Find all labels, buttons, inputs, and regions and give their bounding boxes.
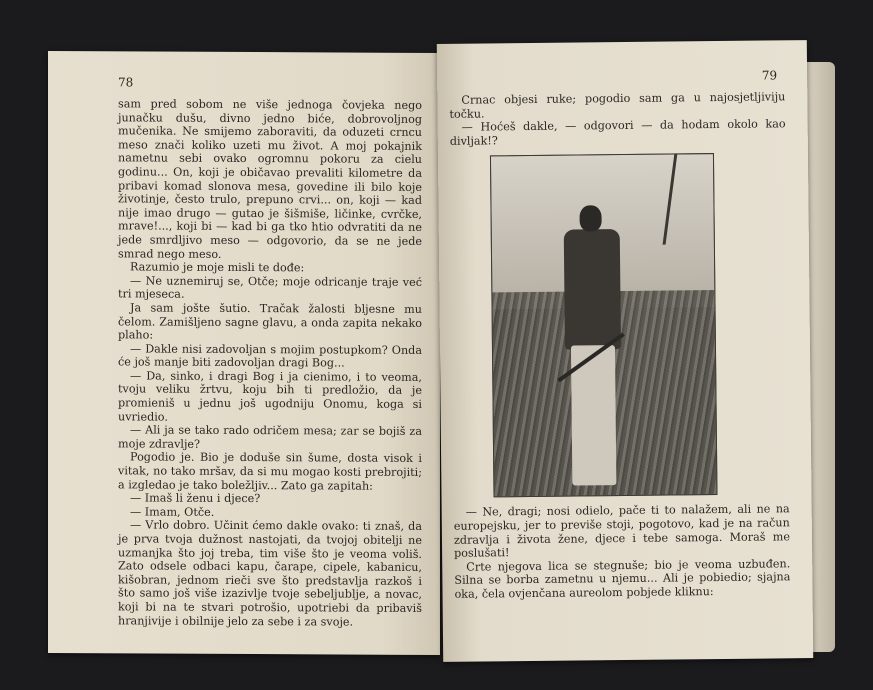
paragraph: — Imam, Otče. [130,505,215,519]
paragraph: Pogodio je. Bio je doduše sin šume, dosta visok i vitak, no tako mršav, da si mu mogao kosti prebrojiti; a izgledao je tako boležljiv... Zato ga zapitah: [118,450,422,493]
paragraph: Ja sam jošte šutio. Tračak žalosti bljesne mu čelom. Zamišljeno sagne glavu, a onda zapita nekako plaho: [118,301,422,342]
right-page [437,40,813,662]
paragraph: — Hoćeš dakle, — odgovori — da hodam okolo kao divljak!? [449,117,786,148]
paragraph: — Imaš li ženu i djece? [130,491,261,506]
paragraph: — Ne, dragi; nosi odielo, pače ti to nalažem, ali ne na europejsku, jer to previše stoji, pogotovo, kad je na račun zdravlja i života žene, djece i tebe samoga. Moraš me poslušati! [453,502,791,560]
left-page-text [118,97,422,629]
paragraph: — Ne uznemiruj se, Otče; moje odricanje traje već tri mjeseca. [118,274,422,302]
paragraph: — Vrlo dobro. Učinit ćemo dakle ovako: ti znaš, da je prva tvoja dužnost nastojati, da tvojoj obitelji ne uzmanjka što joj treba, tim više što je veoma voliš. Zato odsele odbaci kapu, čarape, cipele, kabanicu, kišobran, jednom rieči sve što predstavlja razkoš i što samo još više izazivlje tvoje sebeljublje, a novac, koji bi na te stvari potrošio, upotriebi da pribaviš hranjivije i obilnije jelo za sebe i za svoje. [118,518,422,629]
paragraph: — Dakle nisi zadovoljan s mojim postupkom? Onda će još manje biti zadovoljan dragi Bog... [118,342,422,370]
paragraph: — Ali ja se tako rado odričem mesa; zar se bojiš za moje zdravlje? [118,423,422,451]
left-page-number: 78 [118,75,134,90]
right-page-text-top [449,90,786,148]
paragraph: Crte njegova lica se stegnuše; bio je veoma uzbuđen. Silna se borba zametnu u njemu... Ali je pobiedio; sjajna oka, čela ovjenčana aureolom pobjede kliknu: [454,557,791,601]
open-book [40,42,840,664]
right-page-number: 79 [761,68,778,83]
paragraph: — Da, sinko, i dragi Bog i ja cienimo, i to veoma, tvoju veliku žrtvu, koju bih ti predložio, da je promieniš u jednu još ugodniju Onomu, koga si uvriedio. [118,369,422,424]
paragraph: Crnac objesi ruke; pogodio sam ga u najosjetljiviju točku. [449,90,786,121]
right-page-text-bottom [454,503,791,602]
left-page [48,51,440,655]
paragraph: Razumio je moje misli te dođe: [130,260,305,275]
paragraph: sam pred sobom ne više jednoga čovjeka nego junačku dušu, divno jedno biće, dobrovoljnog mučenika. Ne smijemo zaboraviti, da oduzeti crncu meso znači koliko uzeti mu život. A moj pokajnik nametnu sebi ovako ogromnu pokoru za cielu godinu... On, koji je običavao prevaliti kilometre da pribavi komad slonova mesa, govedine ili bilo koje životinje, često trulo, prepuno crvi... on, koji — kad nije imao drugo — gutao je šišmiše, ličinke, cvrčke, mrave!..., koji bi — kad bi ga tko htio odvratiti da ne jede smrdljivo meso — odgovorio, da se ne jede smrad nego meso. [118,97,422,261]
photograph-of-african-man-icon [490,153,718,497]
